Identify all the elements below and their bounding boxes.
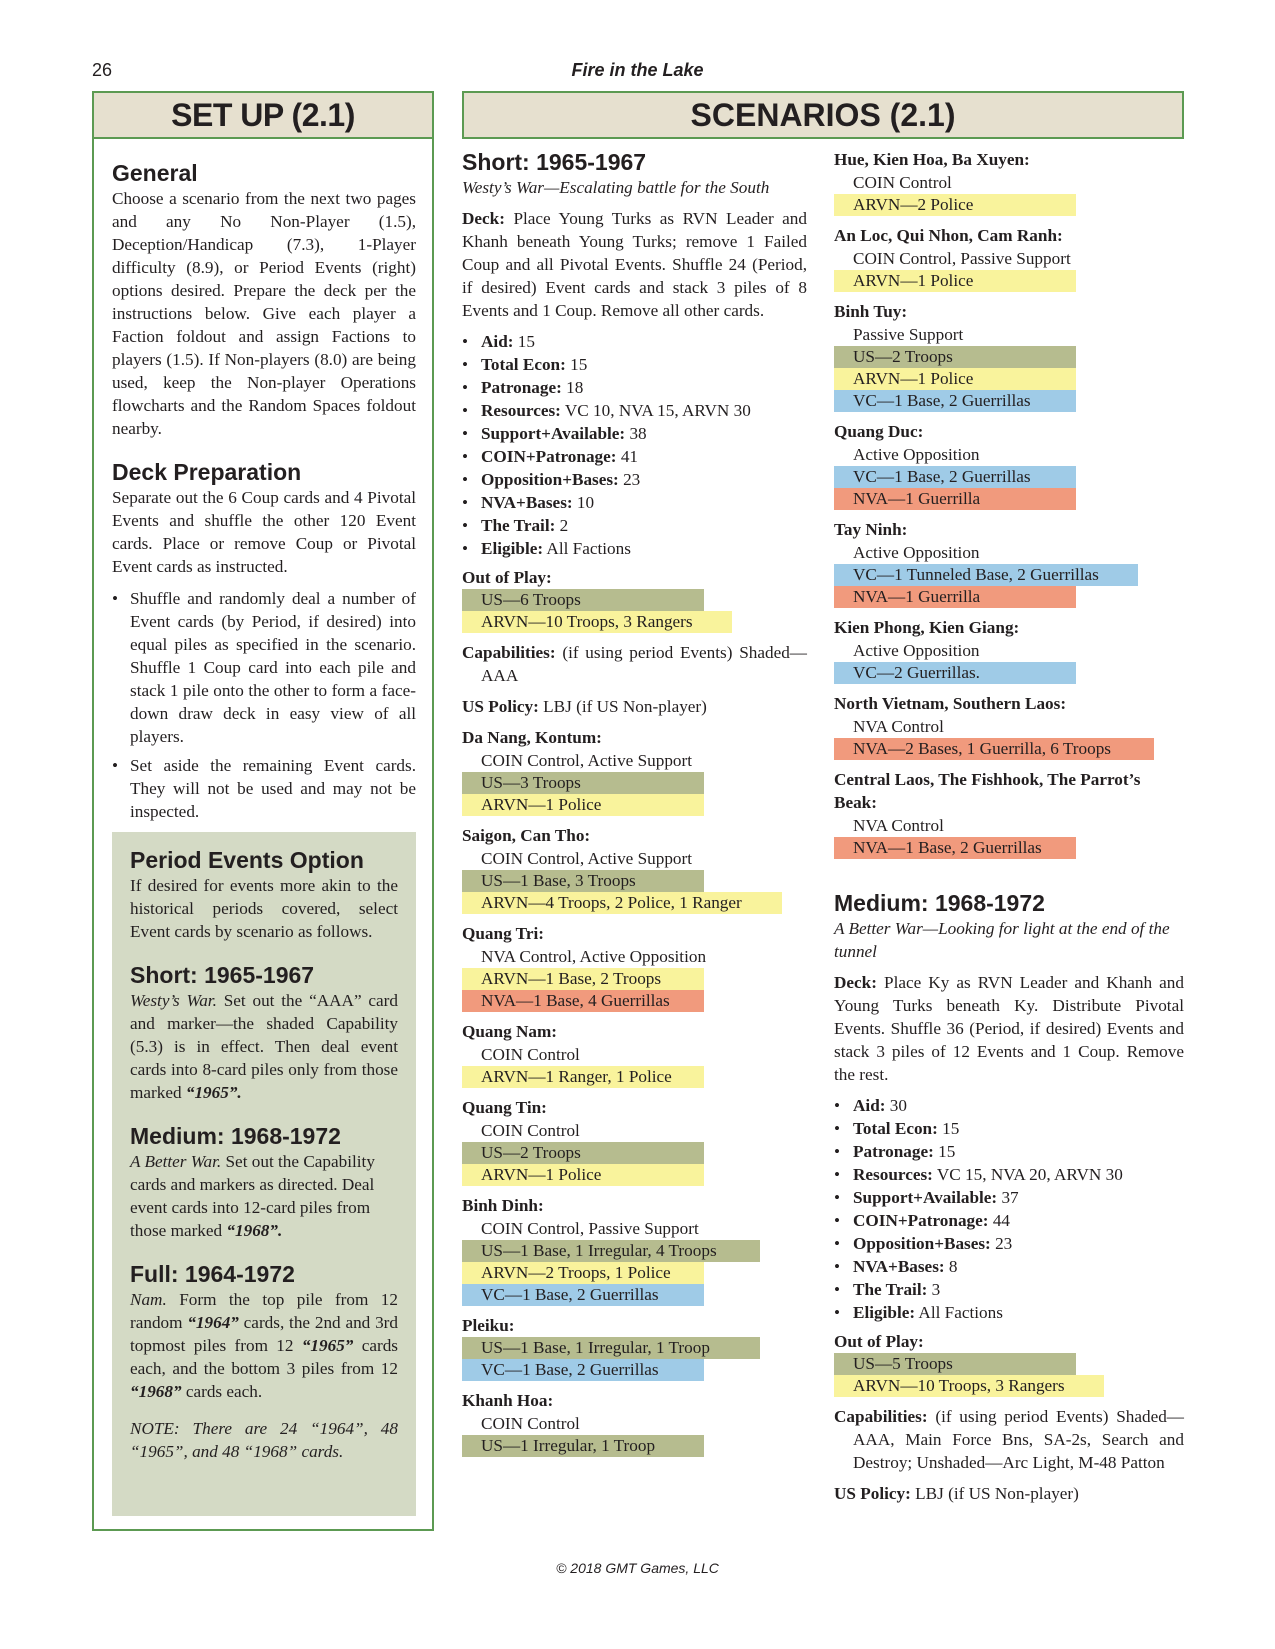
medium-subtitle: A Better War—Looking for light at the end of the tunnel <box>834 919 1170 961</box>
vc-bar: VC—1 Base, 2 Guerrillas <box>462 1359 704 1381</box>
space-control: NVA Control <box>853 717 944 736</box>
short-subtitle: Westy’s War—Escalating battle for the South <box>462 178 770 197</box>
list-item: • Aid: 15 <box>462 330 807 353</box>
short-stats <box>462 330 807 560</box>
space-control: Active Opposition <box>853 641 980 660</box>
space-control: COIN Control, Passive Support <box>481 1219 699 1238</box>
arvn-bar: ARVN—1 Police <box>834 368 1076 390</box>
us-bar: US—3 Troops <box>462 772 704 794</box>
space-control: COIN Control <box>481 1414 580 1433</box>
list-item: • Resources: VC 10, NVA 15, ARVN 30 <box>462 399 807 422</box>
period-events-box <box>112 832 416 1516</box>
list-item: • Opposition+Bases: 23 <box>462 468 807 491</box>
space-control: COIN Control <box>853 173 952 192</box>
space-control: NVA Control, Active Opposition <box>481 947 707 966</box>
short-us-policy: US Policy: LBJ (if US Non-player) <box>462 697 707 716</box>
nva-bar: NVA—1 Guerrilla <box>834 488 1076 510</box>
period-title: Period Events Option <box>130 847 364 873</box>
list-item: • Patronage: 15 <box>834 1140 1184 1163</box>
general-text: Choose a scenario from the next two pages and any No Non-Player (1.5), Deception/Handicap (7.3), 1-Player difficulty (8.9), or Period Events (right) options desired. Prepare the deck per the instructions below. Give each player a Faction foldout and assign Factions to players (1.5). If Non-players (8.0) are being used, keep the Non-player Operations flowcharts and the Random Spaces foldout nearby. <box>112 189 416 438</box>
space-name: An Loc, Qui Nhon, Cam Ranh: <box>834 226 1063 245</box>
short-scenario-column <box>462 148 807 1457</box>
space-name: Binh Dinh: <box>462 1196 544 1215</box>
period-full-text: Nam. Form the top pile from 12 random “1964” cards, the 2nd and 3rd topmost piles from 12 “1965” cards each, and the bottom 3 piles from 12 “1968” cards each. <box>130 1290 398 1401</box>
space-name: Kien Phong, Kien Giang: <box>834 618 1020 637</box>
list-item: • Eligible: All Factions <box>462 537 807 560</box>
us-bar: US—6 Troops <box>462 589 704 611</box>
list-item: • COIN+Patronage: 44 <box>834 1209 1184 1232</box>
space-name: Quang Tin: <box>462 1098 547 1117</box>
us-bar: US—1 Base, 1 Irregular, 1 Troop <box>462 1337 760 1359</box>
setup-box <box>92 91 434 1531</box>
setup-header: SET UP (2.1) <box>94 93 432 139</box>
vc-bar: VC—1 Base, 2 Guerrillas <box>834 466 1076 488</box>
nva-bar: NVA—1 Base, 4 Guerrillas <box>462 990 704 1012</box>
space-name: Da Nang, Kontum: <box>462 728 602 747</box>
page-number: 26 <box>92 60 113 80</box>
us-bar: US—1 Irregular, 1 Troop <box>462 1435 704 1457</box>
footer-copyright: © 2018 GMT Games, LLC <box>556 1560 719 1576</box>
period-medium-title: Medium: 1968-1972 <box>130 1123 341 1149</box>
short-oop-label: Out of Play: <box>462 568 552 587</box>
arvn-bar: ARVN—4 Troops, 2 Police, 1 Ranger <box>462 892 782 914</box>
list-item: • NVA+Bases: 10 <box>462 491 807 514</box>
list-item: • Aid: 30 <box>834 1094 1184 1117</box>
vc-bar: VC—2 Guerrillas. <box>834 662 1076 684</box>
nva-bar: NVA—1 Base, 2 Guerrillas <box>834 837 1076 859</box>
us-bar: US—5 Troops <box>834 1353 1076 1375</box>
space-control: COIN Control <box>481 1045 580 1064</box>
list-item: • Resources: VC 15, NVA 20, ARVN 30 <box>834 1163 1184 1186</box>
arvn-bar: ARVN—2 Police <box>834 194 1076 216</box>
space-name: Saigon, Can Tho: <box>462 826 591 845</box>
list-item: • Eligible: All Factions <box>834 1301 1184 1324</box>
space-control: COIN Control, Active Support <box>481 849 693 868</box>
deck-prep-title: Deck Preparation <box>112 459 302 485</box>
short-deck: Deck: Place Young Turks as RVN Leader and Khanh beneath Young Turks; remove 1 Failed Coup and all Pivotal Events. Shuffle 24 (Period, if desired) Event cards and stack 3 piles of 8 Events and 1 Coup. Remove all other cards. <box>462 209 807 320</box>
medium-deck: Deck: Place Ky as RVN Leader and Khanh and Young Turks beneath Ky. Distribute Pivotal Events. Shuffle 36 (Period, if desired) Events and stack 3 piles of 12 Events and 1 Coup. Remove the rest. <box>834 973 1184 1084</box>
space-control: Active Opposition <box>853 543 980 562</box>
space-name: Quang Tri: <box>462 924 544 943</box>
space-name: Quang Nam: <box>462 1022 558 1041</box>
space-name: Tay Ninh: <box>834 520 908 539</box>
vc-bar: VC—1 Base, 2 Guerrillas <box>462 1284 704 1306</box>
space-control: COIN Control <box>481 1121 580 1140</box>
arvn-bar: ARVN—1 Ranger, 1 Police <box>462 1066 704 1088</box>
space-name: Binh Tuy: <box>834 302 908 321</box>
arvn-bar: ARVN—10 Troops, 3 Rangers <box>834 1375 1104 1397</box>
vc-bar: VC—1 Base, 2 Guerrillas <box>834 390 1076 412</box>
arvn-bar: ARVN—1 Base, 2 Troops <box>462 968 704 990</box>
vc-bar: VC—1 Tunneled Base, 2 Guerrillas <box>834 564 1138 586</box>
space-name: Central Laos, The Fishhook, The Parrot’s Beak: <box>834 770 1141 812</box>
list-item: • Opposition+Bases: 23 <box>834 1232 1184 1255</box>
short-capabilities: Capabilities: (if using period Events) Shaded—AAA <box>462 643 807 685</box>
list-item: • The Trail: 3 <box>834 1278 1184 1301</box>
space-name: Quang Duc: <box>834 422 924 441</box>
medium-oop-label: Out of Play: <box>834 1332 924 1351</box>
space-control: NVA Control <box>853 816 944 835</box>
general-title: General <box>112 160 198 186</box>
scenarios-header: SCENARIOS (2.1) <box>462 91 1184 139</box>
period-intro: If desired for events more akin to the historical periods covered, select Event cards by scenario as follows. <box>130 876 398 941</box>
list-item: • Total Econ: 15 <box>462 353 807 376</box>
period-medium-text: A Better War. Set out the Capability cards and markers as directed. Deal event cards into 12-card piles from those marked “1968”. <box>130 1152 375 1240</box>
space-name: North Vietnam, Southern Laos: <box>834 694 1067 713</box>
list-item: • NVA+Bases: 8 <box>834 1255 1184 1278</box>
list-item: • Set aside the remaining Event cards. They will not be used and may not be inspected. <box>130 754 416 823</box>
deck-prep-list <box>112 587 416 823</box>
list-item: • Patronage: 18 <box>462 376 807 399</box>
medium-title: Medium: 1968-1972 <box>834 890 1045 916</box>
list-item: • Shuffle and randomly deal a number of Event cards (by Period, if desired) into equal piles as specified in the scenario. Shuffle 1 Coup card into each pile and stack 1 pile onto the other to form a face-down draw deck in easy view of all players. <box>130 587 416 748</box>
arvn-bar: ARVN—1 Police <box>462 794 704 816</box>
running-title: Fire in the Lake <box>571 60 704 80</box>
space-control: COIN Control, Active Support <box>481 751 693 770</box>
space-control: Active Opposition <box>853 445 980 464</box>
arvn-bar: ARVN—1 Police <box>462 1164 704 1186</box>
space-control: COIN Control, Passive Support <box>853 249 1071 268</box>
space-name: Khanh Hoa: <box>462 1391 554 1410</box>
arvn-bar: ARVN—1 Police <box>834 270 1076 292</box>
arvn-bar: ARVN—2 Troops, 1 Police <box>462 1262 704 1284</box>
us-bar: US—1 Base, 1 Irregular, 4 Troops <box>462 1240 760 1262</box>
scenario-right-column <box>834 148 1184 1505</box>
period-short-text: Westy’s War. Set out the “AAA” card and marker—the shaded Capability (5.3) is in effect. Then deal event cards into 8-card piles only from those marked “1965”. <box>130 991 398 1102</box>
short-title: Short: 1965-1967 <box>462 149 647 175</box>
space-control: Passive Support <box>853 325 964 344</box>
nva-bar: NVA—2 Bases, 1 Guerrilla, 6 Troops <box>834 738 1154 760</box>
nva-bar: NVA—1 Guerrilla <box>834 586 1076 608</box>
period-full-title: Full: 1964-1972 <box>130 1261 295 1287</box>
medium-stats <box>834 1094 1184 1324</box>
list-item: • Total Econ: 15 <box>834 1117 1184 1140</box>
period-short-title: Short: 1965-1967 <box>130 962 315 988</box>
list-item: • Support+Available: 38 <box>462 422 807 445</box>
medium-us-policy: US Policy: LBJ (if US Non-player) <box>834 1484 1079 1503</box>
list-item: • Support+Available: 37 <box>834 1186 1184 1209</box>
space-name: Hue, Kien Hoa, Ba Xuyen: <box>834 150 1030 169</box>
medium-capabilities: Capabilities: (if using period Events) Shaded—AAA, Main Force Bns, SA-2s, Search and Destroy; Unshaded—Arc Light, M-48 Patton <box>834 1407 1184 1472</box>
deck-prep-text: Separate out the 6 Coup cards and 4 Pivotal Events and shuffle the other 120 Event cards. Place or remove Coup or Pivotal Event cards as instructed. <box>112 488 416 576</box>
space-name: Pleiku: <box>462 1316 515 1335</box>
period-note: NOTE: There are 24 “1964”, 48 “1965”, and 48 “1968” cards. <box>130 1419 398 1461</box>
list-item: • The Trail: 2 <box>462 514 807 537</box>
us-bar: US—2 Troops <box>462 1142 704 1164</box>
us-bar: US—1 Base, 3 Troops <box>462 870 704 892</box>
arvn-bar: ARVN—10 Troops, 3 Rangers <box>462 611 732 633</box>
us-bar: US—2 Troops <box>834 346 1076 368</box>
list-item: • COIN+Patronage: 41 <box>462 445 807 468</box>
